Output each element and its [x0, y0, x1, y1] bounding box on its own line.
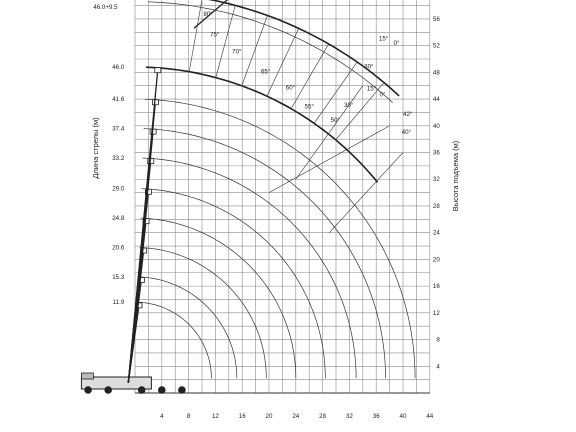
jib-angle-label: 15°: [366, 85, 377, 93]
boom-arc: [138, 302, 212, 378]
y-tick-label: 4: [436, 363, 440, 371]
boom-angle-label: 60°: [285, 84, 296, 92]
boom-length-label: 20.6: [112, 244, 125, 252]
x-tick-label: 8: [186, 413, 191, 420]
guide-line: [296, 86, 363, 180]
y-tick-label: 36: [432, 149, 440, 157]
truck-wheel: [105, 387, 112, 394]
boom-angle-label: 70°: [232, 48, 242, 56]
boom-length-label: 46.0+9.5: [93, 3, 118, 11]
jib: [194, 0, 246, 28]
boom-arc: [146, 67, 378, 182]
x-tick-label: 16: [238, 413, 246, 420]
angle-ray: [216, 5, 235, 77]
truck-wheel: [159, 387, 166, 394]
x-tick-label: 28: [319, 413, 327, 420]
x-tick-label: 32: [345, 413, 353, 420]
angle-ray: [336, 83, 384, 140]
boom-length-label: 15.3: [112, 273, 125, 281]
x-tick-label: 44: [426, 413, 434, 420]
boom-arc: [139, 277, 237, 379]
x-tick-label: 12: [211, 413, 219, 420]
jib-angle-label: 15°: [378, 35, 389, 43]
boom-length-label: 11.9: [112, 299, 125, 307]
boom-angle-label: 80°: [203, 11, 213, 19]
angle-ray: [314, 62, 357, 123]
x-tick-label: 36: [372, 413, 380, 420]
truck-wheel: [138, 387, 145, 394]
y-tick-label: 32: [432, 176, 440, 184]
guide-line: [269, 126, 390, 193]
x-tick-label: 40: [399, 413, 407, 420]
y-tick-label: 16: [432, 283, 440, 291]
boom-section: [128, 70, 157, 383]
y-tick-label: 8: [436, 336, 440, 344]
y-tick-label: 48: [432, 69, 440, 77]
boom-arc: [141, 218, 296, 378]
truck-cab: [81, 373, 93, 379]
left-axis-title: Длина стрелы (м): [91, 117, 100, 179]
boom-angle-label: 65°: [260, 68, 271, 76]
boom-length-label: 29.0: [112, 185, 125, 193]
boom-length-label: 46.0: [112, 64, 125, 72]
x-tick-label: 4: [160, 413, 164, 420]
boom-length-label: 33.2: [112, 154, 125, 162]
boom-arcs: [138, 0, 415, 378]
jib-angle-label: 42°: [403, 110, 413, 118]
x-tick-label: 24: [292, 413, 300, 420]
jib-angle-label: 0°: [393, 39, 400, 47]
angle-ray: [189, 0, 202, 72]
y-tick-label: 40: [432, 122, 440, 130]
boom-length-label: 24.8: [112, 214, 125, 222]
boom-length-label: 37.4: [112, 125, 125, 133]
y-tick-label: 56: [432, 15, 440, 23]
y-tick-label: 20: [432, 256, 440, 264]
boom-angle-label: 75°: [210, 31, 220, 39]
boom-length-label: 41.6: [112, 96, 125, 104]
right-axis-title: Высота подъема (м): [451, 140, 460, 212]
boom-angle-label: 50°: [330, 116, 340, 124]
y-tick-label: 12: [432, 309, 440, 317]
truck-wheel: [85, 387, 92, 394]
jib-angle-label: 0°: [379, 91, 386, 99]
boom-arc: [142, 189, 326, 379]
y-tick-label: 28: [432, 202, 440, 210]
jib-angle-label: 30°: [364, 63, 374, 71]
boom-arc: [145, 99, 415, 378]
boom-angle-label: 55°: [304, 103, 314, 111]
jib-angle-label: 30°: [344, 102, 354, 110]
boom-arc: [143, 158, 356, 378]
y-tick-label: 24: [432, 229, 440, 237]
boom-head: [155, 68, 161, 73]
y-tick-label: 44: [432, 96, 440, 104]
jib-angle-label: 40°: [401, 128, 412, 136]
y-tick-label: 52: [432, 42, 440, 50]
x-tick-label: 20: [265, 413, 273, 420]
chart-grid: [135, 0, 430, 393]
truck-wheel: [179, 387, 186, 394]
angle-rays: [189, 0, 403, 233]
